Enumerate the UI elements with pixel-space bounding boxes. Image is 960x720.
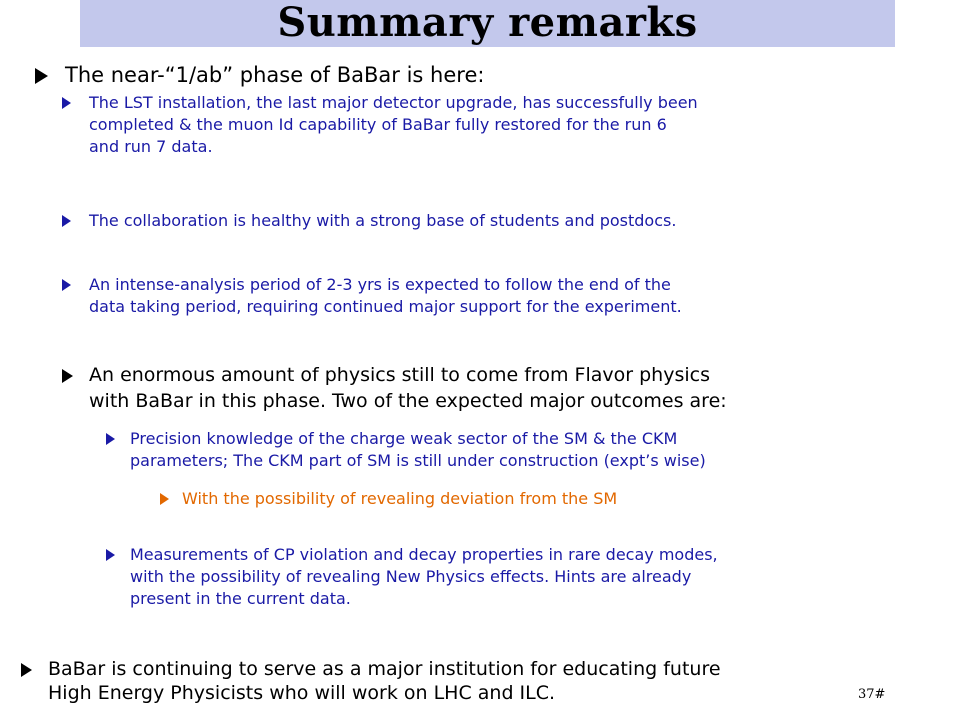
arrow-bullet-icon (35, 68, 48, 84)
bullet-1-4-2-line-1: Measurements of CP violation and decay properties in rare decay modes, (130, 545, 718, 564)
arrow-bullet-icon (106, 433, 115, 445)
bullet-1-3-line-1: An intense-analysis period of 2-3 yrs is expected to follow the end of the (89, 275, 671, 294)
page-title: Summary remarks (277, 0, 698, 46)
arrow-bullet-icon (62, 279, 71, 291)
bullet-1-text: The near-“1/ab” phase of BaBar is here: (65, 63, 485, 87)
bullet-1-4-1-1-line-1: With the possibility of revealing deviation from the SM (182, 489, 618, 508)
bullet-1-3-line-2: data taking period, requiring continued major support for the experiment. (89, 297, 682, 316)
arrow-bullet-icon (62, 369, 73, 383)
bullet-2-line-2: High Energy Physicists who will work on LHC and ILC. (48, 682, 556, 704)
bullet-1-4-1-line-2: parameters; The CKM part of SM is still under construction (expt’s wise) (130, 451, 706, 470)
page-number: 37# (858, 687, 886, 702)
arrow-bullet-icon (106, 549, 115, 561)
bullet-1-4-2-line-3: present in the current data. (130, 589, 351, 608)
bullet-1-1-line-2: completed & the muon Id capability of BaBar fully restored for the run 6 (89, 115, 667, 134)
bullet-1-1-line-3: and run 7 data. (89, 137, 213, 156)
bullet-1-1-line-1: The LST installation, the last major detector upgrade, has successfully been (89, 93, 698, 112)
arrow-bullet-icon (62, 215, 71, 227)
bullet-1-4-2-line-2: with the possibility of revealing New Physics effects. Hints are already (130, 567, 692, 586)
bullet-1-4-1-line-1: Precision knowledge of the charge weak sector of the SM & the CKM (130, 429, 678, 448)
arrow-bullet-icon (62, 97, 71, 109)
bullet-2-line-1: BaBar is continuing to serve as a major institution for educating future (48, 658, 721, 680)
bullet-1-4-line-1: An enormous amount of physics still to come from Flavor physics (89, 364, 710, 386)
arrow-bullet-icon (160, 493, 169, 505)
arrow-bullet-icon (21, 663, 32, 677)
bullet-1-4-line-2: with BaBar in this phase. Two of the expected major outcomes are: (89, 390, 727, 412)
bullet-1-2-line-1: The collaboration is healthy with a strong base of students and postdocs. (89, 211, 677, 230)
